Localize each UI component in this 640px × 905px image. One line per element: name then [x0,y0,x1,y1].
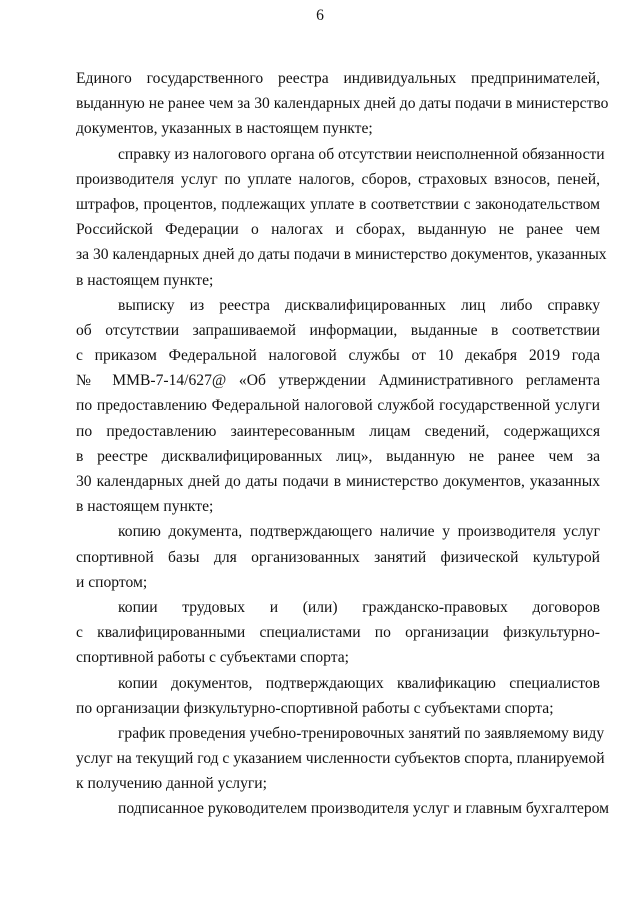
text-line: подписанное руководителем производителя услуг и главным бухгалтером [118,800,609,818]
paragraph [76,671,600,721]
text-line: копию документа, подтверждающего наличие у производителя услуг [118,523,600,541]
text-line: в настоящем пункте; [76,498,214,516]
text-line: штрафов, процентов, подлежащих уплате в соответствии с законодательством [76,195,600,213]
text-line: график проведения учебно-тренировочных занятий по заявляемому виду [118,724,605,742]
text-line: № ММВ-7-14/627@ «Об утверждении Административного регламента [76,372,600,390]
text-line: по организации физкультурно-спортивной работы с субъектами спорта; [76,699,554,717]
text-line: Российской Федерации о налогах и сборах, выданную не ранее чем [76,221,600,239]
text-line: в реестре дисквалифицированных лиц», выданную не ранее чем за [76,447,600,465]
page-number: 6 [316,7,324,24]
text-line: производителя услуг по уплате налогов, сборов, страховых взносов, пеней, [76,170,600,188]
text-line: копии трудовых и (или) гражданско-правовых договоров [118,598,600,616]
paragraph [76,796,609,821]
text-line: по предоставлению Федеральной налоговой службой государственной услуги [76,397,600,415]
text-line: к получению данной услуги; [76,775,267,793]
paragraph [76,595,600,671]
paragraph [76,142,607,293]
text-line: по предоставлению заинтересованным лицам сведений, содержащихся [76,422,600,440]
text-line: документов, указанных в настоящем пункте; [76,120,373,138]
document-body [76,66,609,822]
text-line: с приказом Федеральной налоговой службы от 10 декабря 2019 года [76,347,600,365]
text-line: Единого государственного реестра индивидуальных предпринимателей, [76,70,600,87]
text-line: справку из налогового органа об отсутствии неисполненной обязанности [118,145,605,163]
text-line: 30 календарных дней до даты подачи в министерство документов, указанных [76,473,600,490]
text-line: выписку из реестра дисквалифицированных лиц либо справку [118,296,600,314]
paragraph [76,519,600,595]
text-line: спортивной работы с субъектами спорта; [76,649,349,667]
text-line: за 30 календарных дней до даты подачи в министерство документов, указанных [76,246,607,264]
text-line: копии документов, подтверждающих квалификацию специалистов [118,674,600,692]
paragraph [76,66,609,142]
text-line: услуг на текущий год с указанием численности субъектов спорта, планируемой [76,750,605,768]
paragraph [76,293,600,520]
text-line: спортивной базы для организованных занятий физической культурой [76,548,600,566]
text-line: в настоящем пункте; [76,271,214,289]
text-line: с квалифицированными специалистами по организации физкультурно- [76,624,600,642]
text-line: выданную не ранее чем за 30 календарных дней до даты подачи в министерство [76,95,609,113]
paragraph [76,721,605,797]
text-line: об отсутствии запрашиваемой информации, выданные в соответствии [76,321,600,339]
text-line: и спортом; [76,573,148,591]
